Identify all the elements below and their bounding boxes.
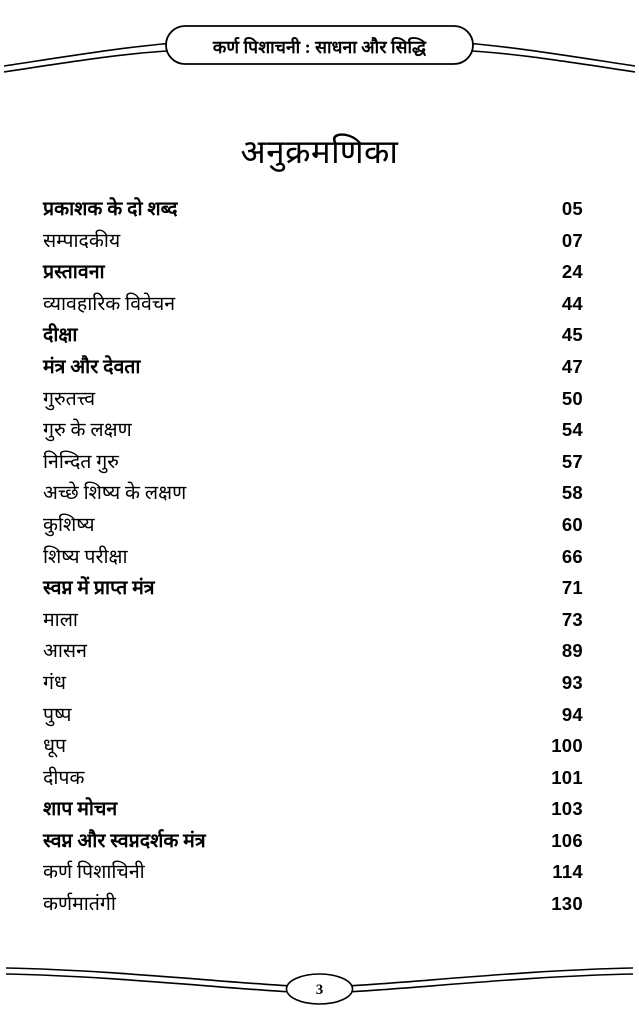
toc-entry[interactable] [43,263,583,295]
toc-entry-page: 07 [561,229,583,251]
toc-entry[interactable] [43,671,583,706]
toc-entry-page: 24 [561,261,583,283]
toc-entry-label: अच्छे शिष्य के लक्षण [43,483,187,505]
toc-entry-page: 57 [561,450,583,472]
toc-entry-page: 106 [551,829,583,851]
toc-entry-label: दीपक [43,767,85,789]
toc-entry-page: 66 [561,545,583,567]
running-header [0,20,639,76]
toc-entry[interactable] [43,200,583,232]
toc-entry[interactable] [43,545,583,580]
toc-entry[interactable] [43,484,583,516]
toc-entry-label: प्रकाशक के दो शब्द [43,199,178,220]
toc-entry[interactable] [43,355,583,390]
page-title: अनुक्रमणिका [240,135,399,171]
toc-entry-label: कुशिष्य [43,514,95,536]
toc-entry-page: 58 [561,482,583,504]
toc-entry-label: व्यावहारिक विवेचन [43,293,176,315]
toc-entry[interactable] [43,450,583,485]
toc-entry[interactable] [43,737,583,769]
toc-entry-label: शिष्य परीक्षा [43,546,128,568]
toc-entry-page: 45 [561,324,583,346]
table-of-contents [43,200,583,927]
toc-entry-page: 47 [561,355,583,377]
toc-entry-label: पुष्प [43,704,72,726]
page-footer [0,950,639,1014]
toc-entry-label: गुरु के लक्षण [43,420,132,442]
toc-entry-label: दीक्षा [43,325,78,347]
running-header-title: कर्ण पिशाचनी : साधना और सिद्धि [212,36,427,57]
toc-entry[interactable] [43,766,583,801]
toc-entry[interactable] [43,608,583,643]
toc-entry-label: प्रस्तावना [43,262,105,284]
toc-entry[interactable] [43,421,583,453]
toc-entry-label: निन्दित गुरु [43,451,119,473]
toc-entry-page: 130 [551,893,583,915]
toc-entry-label: माला [43,609,78,631]
toc-entry-label: स्वप्न और स्वप्नदर्शक मंत्र [43,830,206,852]
toc-entry[interactable] [43,863,583,895]
toc-entry-page: 100 [551,735,583,757]
toc-entry[interactable] [43,703,583,738]
toc-entry-label: गुरुतत्त्व [43,388,96,410]
toc-entry-page: 60 [561,513,583,535]
toc-entry-page: 89 [561,640,583,662]
toc-entry[interactable] [43,829,583,864]
toc-entry-label: कर्णमातंगी [43,894,116,916]
toc-entry-page: 44 [561,292,583,314]
toc-entry-label: धूप [43,736,67,758]
toc-entry[interactable] [43,579,583,611]
toc-entry[interactable] [43,229,583,264]
toc-entry-page: 94 [561,703,583,725]
toc-entry-page: 05 [561,198,583,219]
toc-entry[interactable] [43,326,583,358]
toc-entry-page: 54 [561,419,583,441]
toc-entry[interactable] [43,292,583,327]
toc-entry[interactable] [43,800,583,832]
toc-entry-page: 50 [561,387,583,409]
toc-entry-label: सम्पादकीय [43,230,121,252]
toc-entry-label: कर्ण पिशाचिनी [43,862,145,884]
toc-entry[interactable] [43,895,583,927]
toc-entry-label: स्वप्न में प्राप्त मंत्र [43,578,155,600]
toc-entry[interactable] [43,387,583,422]
toc-entry[interactable] [43,642,583,674]
toc-entry-label: आसन [43,641,87,663]
toc-entry[interactable] [43,513,583,548]
toc-entry-label: शाप मोचन [43,799,118,821]
toc-entry-page: 93 [561,671,583,693]
toc-entry-page: 73 [561,608,583,630]
toc-entry-label: मंत्र और देवता [43,356,141,378]
toc-entry-page: 103 [551,798,583,820]
toc-entry-page: 114 [552,861,583,883]
toc-entry-label: गंध [43,672,66,694]
footer-page-number: 3 [315,981,324,998]
toc-entry-page: 71 [561,577,583,599]
toc-entry-page: 101 [551,766,583,788]
